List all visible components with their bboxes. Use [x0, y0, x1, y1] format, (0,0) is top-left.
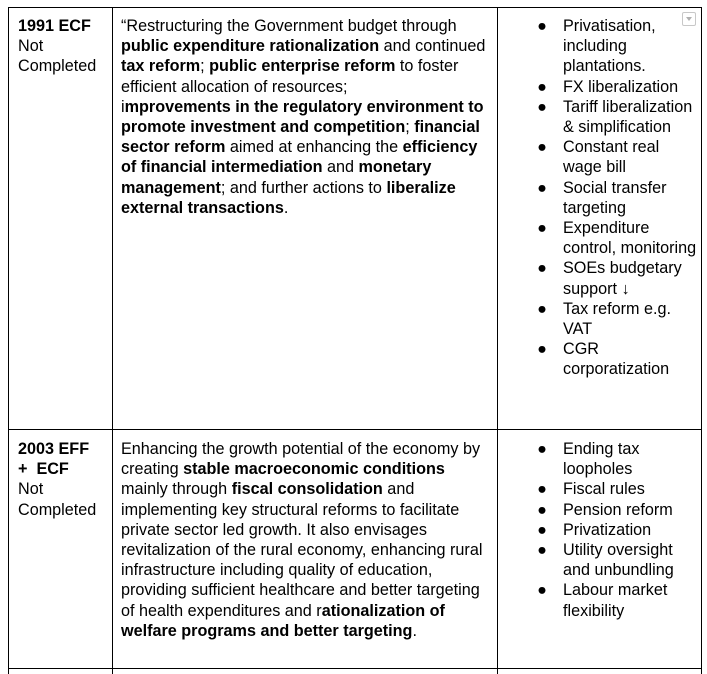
table-col-divider-1 — [112, 7, 113, 674]
bullet-icon: ● — [537, 138, 547, 157]
measure-text: Tax reform e.g. VAT — [563, 299, 671, 339]
description-text: . — [283, 198, 289, 217]
bullet-icon: ● — [537, 219, 547, 238]
measure-text: Fiscal rules — [563, 480, 645, 499]
description-text: and implementing key structural reforms to facilitate private sector led growth. It also envisages revitalization of the rural economy, enhancing rural infrastructure including quality of education, providing sufficient healthcare and better targeting of health expenditures and r — [121, 480, 483, 620]
description-text: “Restructuring the Government budget through — [121, 17, 457, 35]
description-bold-text: tax reform — [121, 57, 201, 76]
description-text: and — [322, 158, 359, 177]
description-bold-text: ationalization of welfare programs and better targeting — [121, 601, 445, 640]
description-bold-text: public expenditure rationalization — [121, 37, 380, 56]
measure-item — [535, 299, 697, 339]
row-1-label-cell — [18, 16, 110, 77]
measure-text: Constant real wage bill — [563, 138, 660, 177]
measure-text: CGR corporatization — [563, 340, 670, 379]
description-text: ; — [200, 57, 210, 76]
bullet-icon: ● — [537, 581, 547, 600]
bullet-icon: ● — [537, 440, 547, 458]
bullet-icon: ● — [537, 178, 547, 197]
measure-text: Utility oversight and unbundling — [563, 541, 674, 580]
measure-item — [535, 258, 697, 298]
bullet-icon: ● — [537, 77, 547, 96]
measure-text: SOEs budgetary support ↓ — [563, 259, 682, 298]
program-name: 1991 ECF — [18, 17, 91, 35]
program-status: Completed — [18, 57, 97, 76]
description-bold-text: liberalize external transactions — [121, 178, 456, 217]
table-border-left — [8, 7, 9, 674]
measure-item — [535, 137, 697, 177]
table-col-divider-2 — [497, 7, 498, 674]
bullet-icon: ● — [537, 259, 547, 278]
description-text: ; and further actions to — [220, 178, 387, 197]
description-text: mainly through — [121, 480, 232, 499]
bullet-icon: ● — [537, 299, 547, 318]
measure-item — [535, 520, 697, 540]
measure-text: FX liberalization — [563, 77, 679, 96]
measure-item — [535, 218, 697, 258]
bullet-icon: ● — [537, 97, 547, 116]
table-border-right — [701, 7, 702, 674]
measure-item — [535, 540, 697, 580]
measure-text: Tariff liberalization & simplification — [563, 97, 693, 137]
bullet-icon: ● — [537, 17, 547, 35]
bullet-icon: ● — [537, 541, 547, 560]
description-text: and continued — [379, 37, 486, 56]
measure-text: Social transfer targeting — [563, 178, 667, 217]
description-bold-text: monetary management — [121, 158, 432, 197]
measure-text: Pension reform — [563, 500, 673, 519]
description-bold-text: public enterprise reform — [209, 57, 396, 76]
bullet-icon: ● — [537, 340, 547, 359]
measure-text: Privatisation, including plantations. — [563, 17, 656, 76]
measure-text: Expenditure control, monitoring — [563, 219, 697, 258]
bullet-icon: ● — [537, 480, 547, 499]
row-2-measures — [535, 439, 697, 621]
program-name: 2003 EFF — [18, 440, 90, 458]
measure-item — [535, 479, 697, 499]
measure-item — [535, 77, 697, 97]
row-2-label-cell — [18, 439, 110, 520]
measure-item — [535, 16, 697, 77]
bullet-icon: ● — [537, 520, 547, 539]
measure-text: Privatization — [563, 520, 652, 539]
description-bold-text: efficiency of financial intermediation — [121, 138, 478, 177]
description-text: ; — [405, 118, 415, 137]
row-1-measures — [535, 16, 697, 380]
description-text: aimed at enhancing the — [225, 138, 403, 157]
measure-item — [535, 339, 697, 379]
measure-item — [535, 580, 697, 620]
measure-item — [535, 500, 697, 520]
measure-item — [535, 97, 697, 137]
row-2-description — [121, 439, 493, 641]
measure-text: Ending tax loopholes — [563, 440, 640, 479]
description-bold-text: fiscal consolidation — [231, 480, 383, 499]
measures-list — [535, 439, 697, 621]
row-1-description — [121, 16, 493, 218]
program-status: Completed — [18, 500, 97, 519]
description-text: efficient allocation of resources; — [121, 77, 348, 96]
description-text: to foster — [395, 57, 459, 76]
program-status: Not — [18, 480, 44, 499]
measures-list — [535, 16, 697, 380]
program-status: Not — [18, 37, 44, 56]
description-bold-text: stable macroeconomic conditions — [183, 460, 445, 479]
measure-item — [535, 178, 697, 218]
description-text: i — [121, 97, 125, 116]
description-bold-text: financial sector reform — [121, 118, 480, 157]
program-name-line-2: + ECF — [18, 460, 69, 479]
measure-item — [535, 439, 697, 479]
description-text: Enhancing the growth potential of the economy by creating — [121, 440, 481, 479]
description-text: . — [412, 621, 417, 640]
description-bold-text: mprovements in the regulatory environment to promote investment and competition — [121, 97, 484, 137]
bullet-icon: ● — [537, 500, 547, 519]
measure-text: Labour market flexibility — [563, 581, 668, 620]
